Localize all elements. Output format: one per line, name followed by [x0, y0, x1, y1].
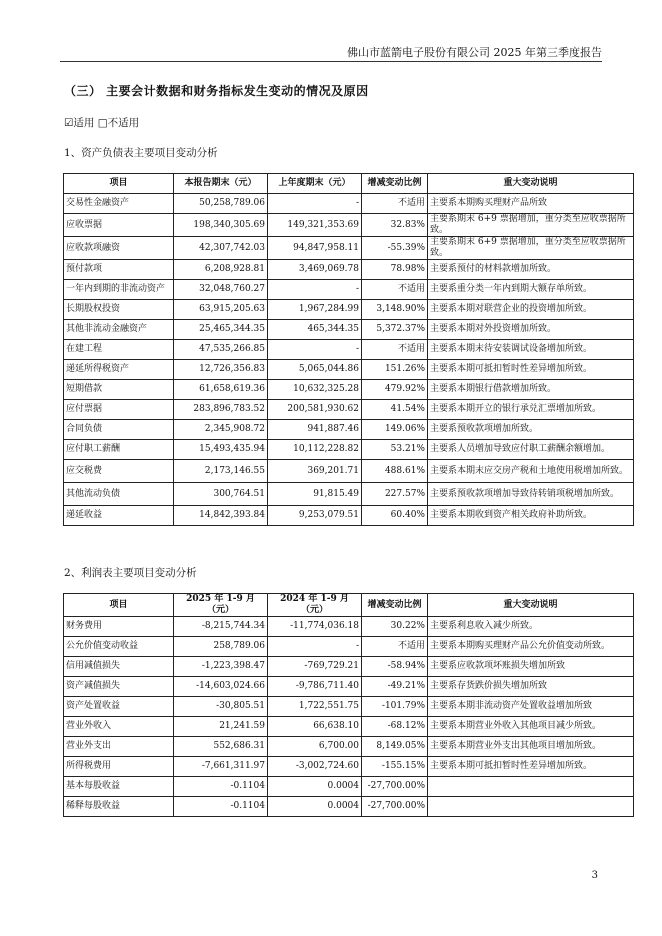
- row-previous-value: 465,344.35: [268, 320, 362, 340]
- row-change-description: 主要系存货跌价损失增加所致: [428, 677, 634, 697]
- row-change-description: 主要系本期可抵扣暂时性差异增加所致。: [428, 757, 634, 777]
- table-row: [64, 237, 634, 260]
- row-change-description: [428, 797, 634, 817]
- row-current-value: 47,535,266.85: [174, 340, 268, 360]
- row-current-value: 552,686.31: [174, 737, 268, 757]
- row-change-ratio: -49.21%: [362, 677, 428, 697]
- row-item-label: 公允价值变动收益: [64, 637, 174, 657]
- row-change-ratio: 5,372.37%: [362, 320, 428, 340]
- balance-sheet-title: 1、资产负债表主要项目变动分析: [64, 147, 218, 159]
- column-header: 增减变动比例: [362, 594, 428, 617]
- table-row: [64, 340, 634, 360]
- row-change-ratio: 32.83%: [362, 214, 428, 237]
- table-row: [64, 300, 634, 320]
- row-previous-value: 6,700.00: [268, 737, 362, 757]
- table-row: [64, 280, 634, 300]
- column-header: 2024 年 1-9 月（元）: [268, 594, 362, 617]
- table-row: [64, 617, 634, 637]
- row-item-label: 稀释每股收益: [64, 797, 174, 817]
- row-change-description: 主要系本期银行借款增加所致。: [428, 380, 634, 400]
- row-current-value: 61,658,619.36: [174, 380, 268, 400]
- row-previous-value: -: [268, 280, 362, 300]
- row-current-value: -0.1104: [174, 797, 268, 817]
- row-item-label: 其他非流动金融资产: [64, 320, 174, 340]
- row-item-label: 财务费用: [64, 617, 174, 637]
- row-change-ratio: -58.94%: [362, 657, 428, 677]
- table-row: [64, 717, 634, 737]
- row-previous-value: 66,638.10: [268, 717, 362, 737]
- row-previous-value: -: [268, 340, 362, 360]
- row-change-ratio: -101.79%: [362, 697, 428, 717]
- row-change-ratio: 不适用: [362, 194, 428, 214]
- row-item-label: 其他流动负债: [64, 483, 174, 506]
- row-previous-value: -: [268, 194, 362, 214]
- income-statement-title: 2、利润表主要项目变动分析: [64, 567, 197, 579]
- table-header-row: [64, 174, 634, 194]
- row-change-ratio: 不适用: [362, 340, 428, 360]
- table-row: [64, 420, 634, 440]
- row-previous-value: 94,847,958.11: [268, 237, 362, 260]
- row-change-description: 主要系应收款项坏账损失增加所致: [428, 657, 634, 677]
- row-previous-value: 10,112,228.82: [268, 440, 362, 460]
- table-row: [64, 797, 634, 817]
- column-header: 上年度期末（元）: [268, 174, 362, 194]
- row-previous-value: 1,722,551.75: [268, 697, 362, 717]
- row-current-value: -1,223,398.47: [174, 657, 268, 677]
- row-item-label: 合同负债: [64, 420, 174, 440]
- section-title: （三） 主要会计数据和财务指标发生变动的情况及原因: [64, 84, 369, 98]
- row-item-label: 所得税费用: [64, 757, 174, 777]
- row-change-description: 主要系本期购买理财产品所致: [428, 194, 634, 214]
- row-change-description: 主要系本期营业外支出其他项目增加所致。: [428, 737, 634, 757]
- table-header-row: [64, 594, 634, 617]
- row-change-description: 主要系期末 6+9 票据增加，重分类至应收票据所致。: [428, 214, 634, 237]
- table-row: [64, 440, 634, 460]
- table-row: [64, 657, 634, 677]
- row-change-ratio: 479.92%: [362, 380, 428, 400]
- row-item-label: 长期股权投资: [64, 300, 174, 320]
- row-change-ratio: -27,700.00%: [362, 777, 428, 797]
- row-item-label: 应收票据: [64, 214, 174, 237]
- row-change-ratio: -155.15%: [362, 757, 428, 777]
- row-item-label: 资产处置收益: [64, 697, 174, 717]
- row-previous-value: 149,321,353.69: [268, 214, 362, 237]
- row-change-ratio: -68.12%: [362, 717, 428, 737]
- row-previous-value: 0.0004: [268, 797, 362, 817]
- row-change-ratio: 488.61%: [362, 460, 428, 483]
- row-item-label: 一年内到期的非流动资产: [64, 280, 174, 300]
- table-row: [64, 757, 634, 777]
- row-change-description: 主要系本期营业外收入其他项目减少所致。: [428, 717, 634, 737]
- row-item-label: 营业外支出: [64, 737, 174, 757]
- row-current-value: -30,805.51: [174, 697, 268, 717]
- row-current-value: 63,915,205.63: [174, 300, 268, 320]
- row-change-description: 主要系人员增加导致应付职工薪酬余额增加。: [428, 440, 634, 460]
- row-previous-value: 91,815.49: [268, 483, 362, 506]
- row-previous-value: 1,967,284.99: [268, 300, 362, 320]
- table-row: [64, 320, 634, 340]
- row-change-description: 主要系本期末待安装调试设备增加所致。: [428, 340, 634, 360]
- row-previous-value: -3,002,724.60: [268, 757, 362, 777]
- row-previous-value: 0.0004: [268, 777, 362, 797]
- row-current-value: 50,258,789.06: [174, 194, 268, 214]
- row-change-description: 主要系本期收到资产相关政府补助所致。: [428, 506, 634, 526]
- column-header: 本报告期末（元）: [174, 174, 268, 194]
- row-current-value: 15,493,435.94: [174, 440, 268, 460]
- row-current-value: 258,789.06: [174, 637, 268, 657]
- header-divider: [60, 61, 602, 62]
- row-item-label: 资产减值损失: [64, 677, 174, 697]
- table-row: [64, 194, 634, 214]
- row-current-value: 14,842,393.84: [174, 506, 268, 526]
- row-current-value: -0.1104: [174, 777, 268, 797]
- row-item-label: 递延收益: [64, 506, 174, 526]
- table-row: [64, 260, 634, 280]
- row-previous-value: 200,581,930.62: [268, 400, 362, 420]
- report-header-title: 佛山市蓝箭电子股份有限公司 2025 年第三季度报告: [347, 46, 602, 59]
- row-current-value: 283,896,783.52: [174, 400, 268, 420]
- row-previous-value: -769,729.21: [268, 657, 362, 677]
- row-previous-value: -11,774,036.18: [268, 617, 362, 637]
- column-header: 2025 年 1-9 月（元）: [174, 594, 268, 617]
- row-change-ratio: 不适用: [362, 637, 428, 657]
- row-item-label: 应付票据: [64, 400, 174, 420]
- row-change-description: 主要系本期购买理财产品公允价值变动所致。: [428, 637, 634, 657]
- table-row: [64, 697, 634, 717]
- balance-sheet-table: [63, 173, 634, 526]
- applicability-checkbox-text: ☑适用 □不适用: [64, 117, 140, 129]
- row-change-description: 主要系利息收入减少所致。: [428, 617, 634, 637]
- column-header: 增减变动比例: [362, 174, 428, 194]
- row-change-ratio: 78.98%: [362, 260, 428, 280]
- row-change-ratio: 8,149.05%: [362, 737, 428, 757]
- table-row: [64, 483, 634, 506]
- income-statement-table: [63, 593, 634, 817]
- row-item-label: 在建工程: [64, 340, 174, 360]
- column-header: 项目: [64, 174, 174, 194]
- row-change-description: 主要系本期对外投资增加所致。: [428, 320, 634, 340]
- row-current-value: 198,340,305.69: [174, 214, 268, 237]
- row-change-description: 主要系本期可抵扣暂时性差异增加所致。: [428, 360, 634, 380]
- row-change-description: 主要系本期开立的银行承兑汇票增加所致。: [428, 400, 634, 420]
- page-number: 3: [591, 870, 598, 881]
- row-current-value: 12,726,356.83: [174, 360, 268, 380]
- table-row: [64, 737, 634, 757]
- row-change-ratio: 30.22%: [362, 617, 428, 637]
- row-item-label: 应交税费: [64, 460, 174, 483]
- row-change-ratio: 60.40%: [362, 506, 428, 526]
- row-change-ratio: 3,148.90%: [362, 300, 428, 320]
- row-item-label: 递延所得税资产: [64, 360, 174, 380]
- row-current-value: 6,208,928.81: [174, 260, 268, 280]
- table-row: [64, 400, 634, 420]
- row-item-label: 交易性金融资产: [64, 194, 174, 214]
- table-row: [64, 380, 634, 400]
- row-item-label: 应付职工薪酬: [64, 440, 174, 460]
- table-row: [64, 677, 634, 697]
- row-item-label: 营业外收入: [64, 717, 174, 737]
- row-current-value: -14,603,024.66: [174, 677, 268, 697]
- row-change-ratio: 不适用: [362, 280, 428, 300]
- row-change-description: [428, 777, 634, 797]
- row-current-value: -8,215,744.34: [174, 617, 268, 637]
- row-change-ratio: 227.57%: [362, 483, 428, 506]
- table-row: [64, 637, 634, 657]
- row-previous-value: -9,786,711.40: [268, 677, 362, 697]
- row-change-description: 主要系本期非流动资产处置收益增加所致: [428, 697, 634, 717]
- table-row: [64, 460, 634, 483]
- row-current-value: 21,241.59: [174, 717, 268, 737]
- row-current-value: 2,173,146.55: [174, 460, 268, 483]
- row-previous-value: 10,632,325.28: [268, 380, 362, 400]
- row-change-ratio: 151.26%: [362, 360, 428, 380]
- row-item-label: 应收款项融资: [64, 237, 174, 260]
- row-item-label: 信用减值损失: [64, 657, 174, 677]
- row-current-value: 300,764.51: [174, 483, 268, 506]
- row-previous-value: 5,065,044.86: [268, 360, 362, 380]
- table-row: [64, 214, 634, 237]
- row-current-value: 32,048,760.27: [174, 280, 268, 300]
- row-current-value: 2,345,908.72: [174, 420, 268, 440]
- column-header: 重大变动说明: [428, 594, 634, 617]
- row-current-value: 25,465,344.35: [174, 320, 268, 340]
- row-previous-value: 941,887.46: [268, 420, 362, 440]
- row-previous-value: -: [268, 637, 362, 657]
- row-item-label: 基本每股收益: [64, 777, 174, 797]
- table-row: [64, 506, 634, 526]
- row-current-value: 42,307,742.03: [174, 237, 268, 260]
- row-change-description: 主要系预收款项增加所致。: [428, 420, 634, 440]
- row-change-ratio: 149.06%: [362, 420, 428, 440]
- row-change-description: 主要系期末 6+9 票据增加，重分类至应收票据所致。: [428, 237, 634, 260]
- row-item-label: 短期借款: [64, 380, 174, 400]
- table-row: [64, 777, 634, 797]
- row-previous-value: 369,201.71: [268, 460, 362, 483]
- column-header: 项目: [64, 594, 174, 617]
- row-change-description: 主要系本期末应交房产税和土地使用税增加所致。: [428, 460, 634, 483]
- row-change-ratio: -55.39%: [362, 237, 428, 260]
- row-change-ratio: -27,700.00%: [362, 797, 428, 817]
- row-item-label: 预付款项: [64, 260, 174, 280]
- row-change-ratio: 41.54%: [362, 400, 428, 420]
- row-change-description: 主要系预收款项增加导致待转销项税增加所致。: [428, 483, 634, 506]
- row-previous-value: 3,469,069.78: [268, 260, 362, 280]
- row-change-description: 主要系本期对联营企业的投资增加所致。: [428, 300, 634, 320]
- row-change-description: 主要系重分类一年内到期大额存单所致。: [428, 280, 634, 300]
- row-change-description: 主要系预付的材料款增加所致。: [428, 260, 634, 280]
- column-header: 重大变动说明: [428, 174, 634, 194]
- row-previous-value: 9,253,079.51: [268, 506, 362, 526]
- row-change-ratio: 53.21%: [362, 440, 428, 460]
- row-current-value: -7,661,311.97: [174, 757, 268, 777]
- table-row: [64, 360, 634, 380]
